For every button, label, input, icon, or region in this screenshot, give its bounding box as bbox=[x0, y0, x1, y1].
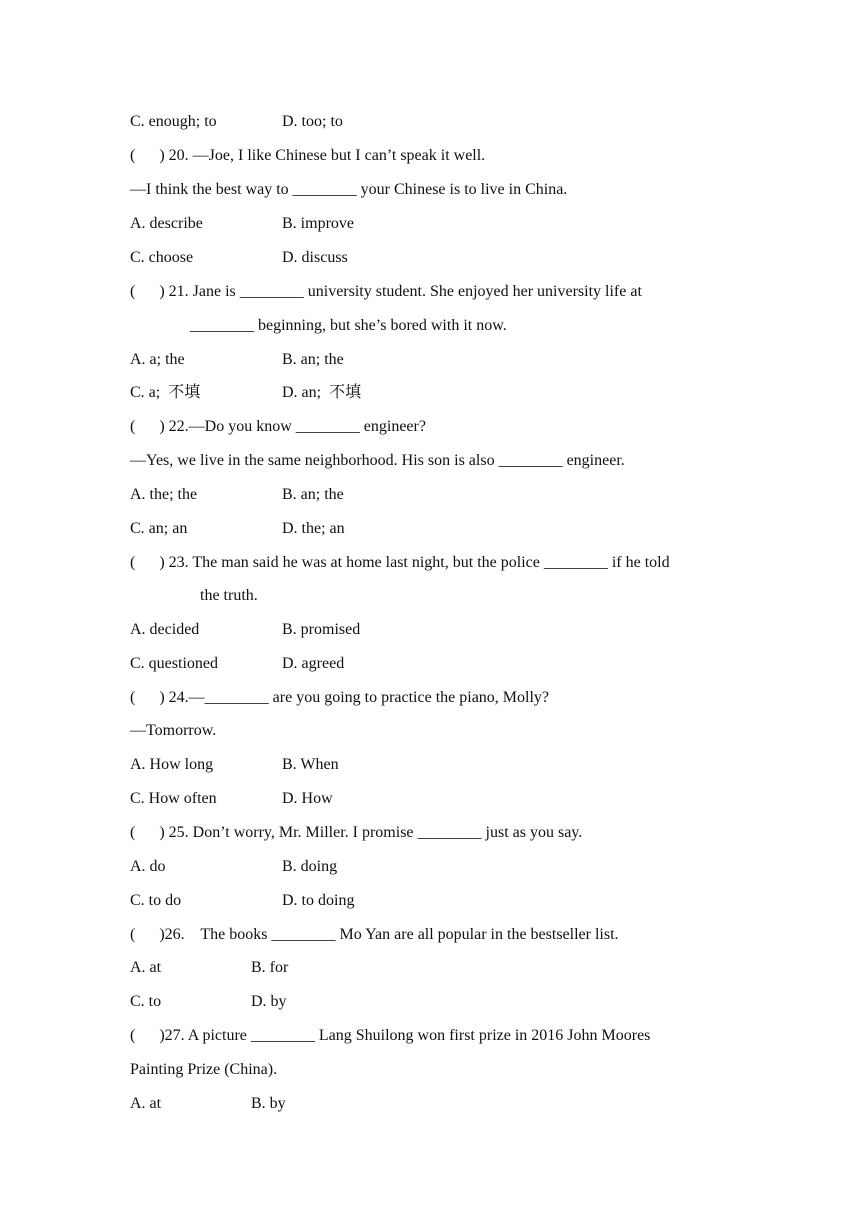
option-21-d: D. an; 不填 bbox=[282, 384, 362, 401]
option-22-b: B. an; the bbox=[282, 486, 344, 503]
question-22-stem: ( ) 22.—Do you know ________ engineer? bbox=[130, 418, 426, 435]
question-26-stem: ( )26. The books ________ Mo Yan are all popular in the bestseller list. bbox=[130, 926, 619, 943]
option-23-d: D. agreed bbox=[282, 655, 345, 672]
option-21-c: C. a; 不填 bbox=[130, 384, 201, 401]
option-24-d: D. How bbox=[282, 790, 333, 807]
question-21-stem-cont: ________ beginning, but she’s bored with it now. bbox=[190, 317, 507, 334]
option-25-a: A. do bbox=[130, 858, 166, 875]
option-26-c: C. to bbox=[130, 993, 162, 1010]
question-20-stem: ( ) 20. —Joe, I like Chinese but I can’t speak it well. bbox=[130, 147, 486, 164]
question-24-stem: ( ) 24.—________ are you going to practice the piano, Molly? bbox=[130, 689, 550, 706]
option-27-b: B. by bbox=[251, 1095, 286, 1112]
option-19-d: D. too; to bbox=[282, 113, 343, 130]
question-21-stem: ( ) 21. Jane is ________ university student. She enjoyed her university life at bbox=[130, 283, 642, 300]
option-23-c: C. questioned bbox=[130, 655, 218, 672]
question-20-reply: —I think the best way to ________ your Chinese is to live in China. bbox=[130, 181, 568, 198]
question-23-stem-cont: the truth. bbox=[200, 587, 258, 604]
option-23-b: B. promised bbox=[282, 621, 361, 638]
option-26-b: B. for bbox=[251, 959, 289, 976]
question-24-reply: —Tomorrow. bbox=[130, 722, 217, 739]
option-27-a: A. at bbox=[130, 1095, 162, 1112]
option-25-d: D. to doing bbox=[282, 892, 355, 909]
option-25-b: B. doing bbox=[282, 858, 338, 875]
question-27-stem: ( )27. A picture ________ Lang Shuilong won first prize in 2016 John Moores bbox=[130, 1027, 651, 1044]
option-24-a: A. How long bbox=[130, 756, 214, 773]
question-22-reply: —Yes, we live in the same neighborhood. His son is also ________ engineer. bbox=[130, 452, 625, 469]
option-20-a: A. describe bbox=[130, 215, 203, 232]
question-23-stem: ( ) 23. The man said he was at home last night, but the police ________ if he told bbox=[130, 554, 670, 571]
option-24-c: C. How often bbox=[130, 790, 217, 807]
option-21-b: B. an; the bbox=[282, 351, 344, 368]
option-24-b: B. When bbox=[282, 756, 339, 773]
option-20-d: D. discuss bbox=[282, 249, 348, 266]
option-20-b: B. improve bbox=[282, 215, 354, 232]
option-23-a: A. decided bbox=[130, 621, 200, 638]
option-26-d: D. by bbox=[251, 993, 287, 1010]
question-27-stem-cont: Painting Prize (China). bbox=[130, 1061, 278, 1078]
option-22-d: D. the; an bbox=[282, 520, 345, 537]
option-26-a: A. at bbox=[130, 959, 162, 976]
option-19-c: C. enough; to bbox=[130, 113, 217, 130]
option-22-c: C. an; an bbox=[130, 520, 188, 537]
question-25-stem: ( ) 25. Don’t worry, Mr. Miller. I promise ________ just as you say. bbox=[130, 824, 583, 841]
option-21-a: A. a; the bbox=[130, 351, 185, 368]
option-22-a: A. the; the bbox=[130, 486, 198, 503]
option-25-c: C. to do bbox=[130, 892, 182, 909]
option-20-c: C. choose bbox=[130, 249, 194, 266]
